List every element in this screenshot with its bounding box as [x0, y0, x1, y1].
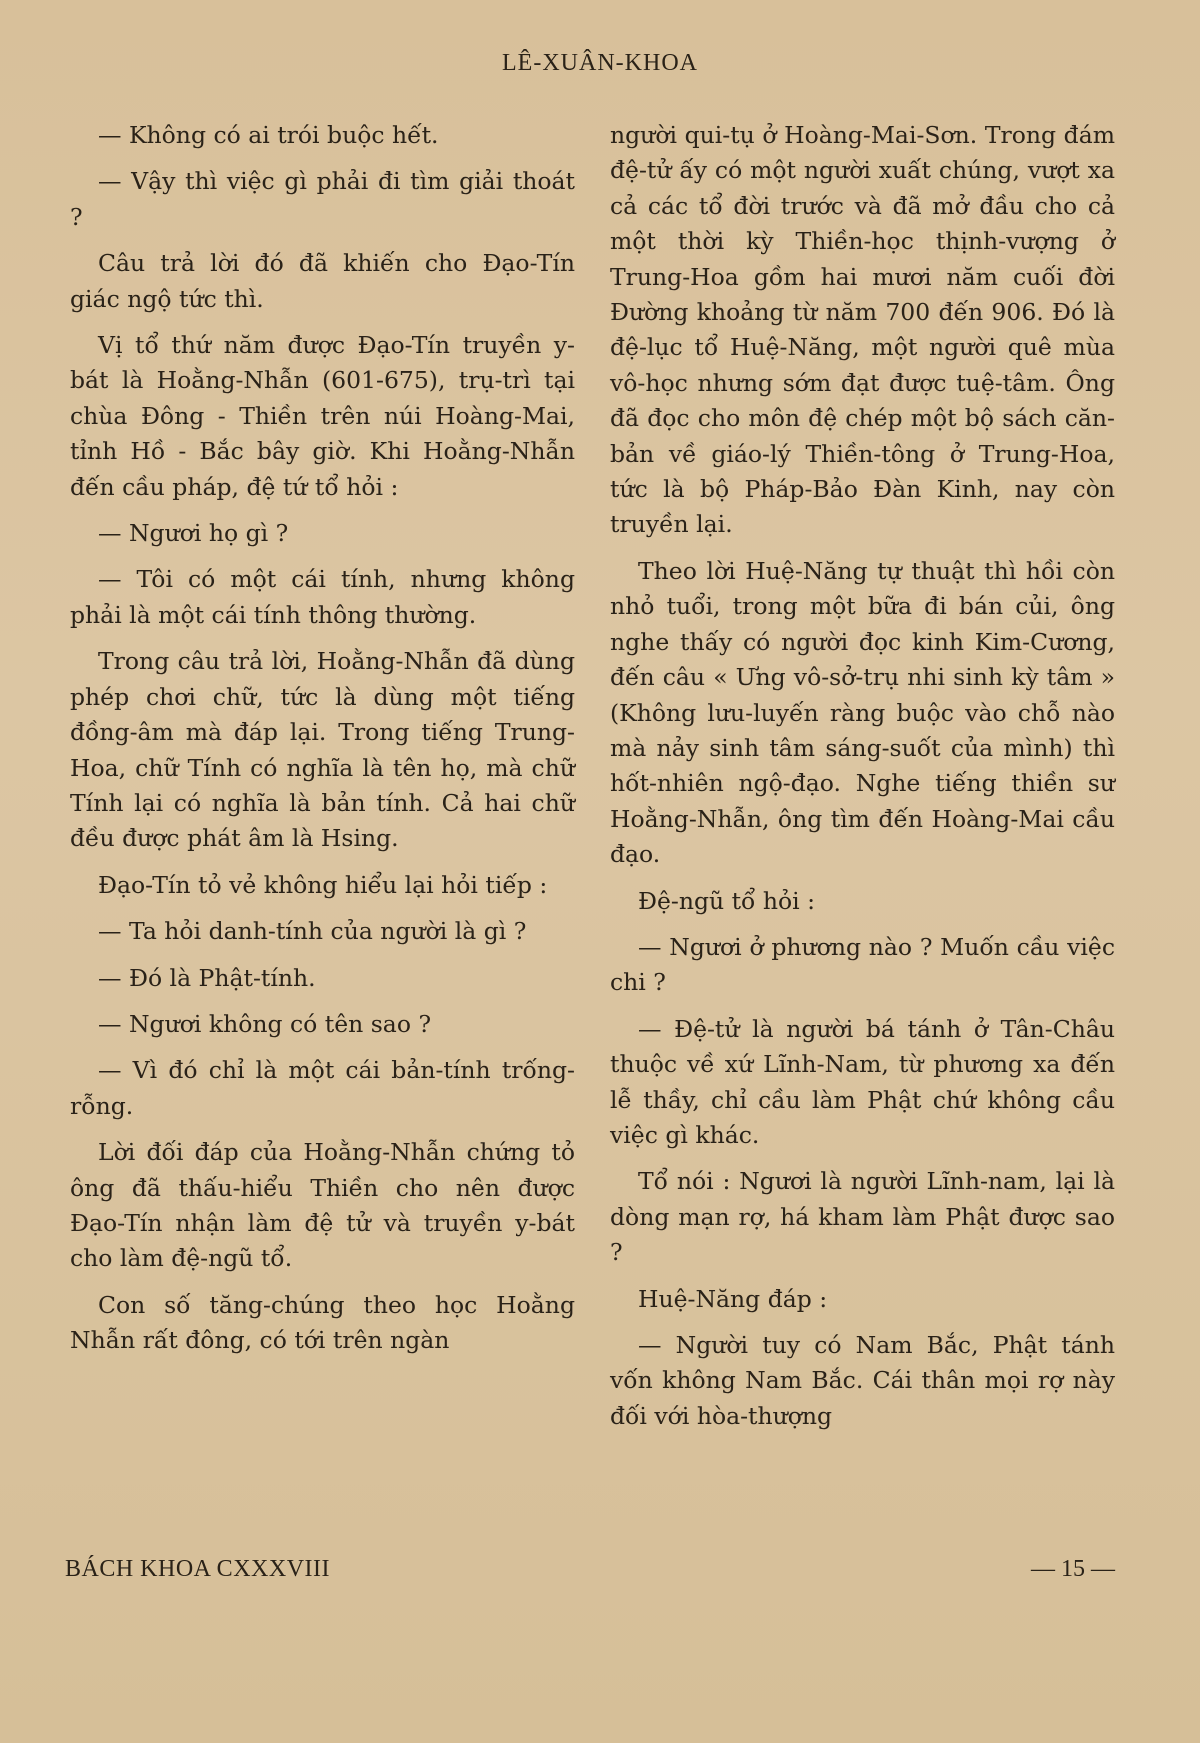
paragraph: Con số tăng-chúng theo học Hoằng Nhẫn rất đông, có tới trên ngàn: [70, 1290, 575, 1355]
page-number: — 15 —: [1031, 1556, 1115, 1582]
paragraph: — Ngươi họ gì ?: [98, 519, 289, 548]
paragraph: — Đệ-tử là người bá tánh ở Tân-Châu thuộc về xứ Lĩnh-Nam, từ phương xa đến lễ thầy, chỉ cầu làm Phật chứ không cầu việc gì khác.: [610, 1014, 1115, 1149]
paragraph: Theo lời Huệ-Năng tự thuật thì hồi còn nhỏ tuổi, trong một bữa đi bán củi, ông nghe thấy có người đọc kinh Kim-Cương, đến câu « Ưng vô-sở-trụ nhi sinh kỳ tâm » (Không lưu-luyến ràng buộc vào chỗ nào mà nảy sinh tâm sáng-suốt của mình) thì hốt-nhiên ngộ-đạo. Nghe tiếng thiền sư Hoằng-Nhẫn, ông tìm đến Hoàng-Mai cầu đạo.: [610, 556, 1115, 869]
paragraph: — Tôi có một cái tính, nhưng không phải là một cái tính thông thường.: [70, 565, 575, 629]
paragraph: — Ngươi không có tên sao ?: [98, 1009, 432, 1038]
page-footer: [0, 1556, 1200, 1596]
running-header: LÊ-XUÂN-KHOA: [502, 50, 698, 76]
paragraph: Câu trả lời đó đã khiến cho Đạo-Tín giác ngộ tức thì.: [70, 249, 575, 313]
left-column: [70, 118, 575, 1370]
paragraph: Vị tổ thứ năm được Đạo-Tín truyền y-bát là Hoằng-Nhẫn (601-675), trụ-trì tại chùa Đông - Thiền trên núi Hoàng-Mai, tỉnh Hồ - Bắc bây giờ. Khi Hoằng-Nhẫn đến cầu pháp, đệ tứ tổ hỏi :: [70, 331, 575, 501]
paragraph-continued: người qui-tụ ở Hoàng-Mai-Sơn. Trong đám đệ-tử ấy có một người xuất chúng, vượt xa cả các tổ đời trước và đã mở đầu cho cả một thời kỳ Thiền-học thịnh-vượng ở Trung-Hoa gồm hai mươi năm cuối đời Đường khoảng từ năm 700 đến 906. Đó là đệ-lục tổ Huệ-Năng, một người quê mùa vô-học nhưng sớm đạt được tuệ-tâm. Ông đã đọc cho môn đệ chép một bộ sách căn-bản về giáo-lý Thiền-tông ở Trung-Hoa, tức là bộ Pháp-Bảo Đàn Kinh, nay còn truyền lại.: [610, 121, 1115, 539]
paragraph: Đạo-Tín tỏ vẻ không hiểu lại hỏi tiếp :: [98, 870, 548, 899]
publication-name: BÁCH KHOA CXXXVIII: [65, 1556, 330, 1582]
paragraph: — Ta hỏi danh-tính của người là gì ?: [98, 917, 527, 946]
paragraph: — Vậy thì việc gì phải đi tìm giải thoát ?: [70, 167, 575, 231]
paragraph: Tổ nói : Ngươi là người Lĩnh-nam, lại là dòng mạn rợ, há kham làm Phật được sao ?: [610, 1167, 1115, 1267]
paragraph: Huệ-Năng đáp :: [638, 1284, 828, 1313]
paragraph: Lời đối đáp của Hoằng-Nhẫn chứng tỏ ông đã thấu-hiểu Thiền cho nên được Đạo-Tín nhận làm đệ tử và truyền y-bát cho làm đệ-ngũ tổ.: [70, 1138, 575, 1273]
right-column: [610, 118, 1115, 1445]
paragraph: — Ngươi ở phương nào ? Muốn cầu việc chi ?: [610, 932, 1115, 997]
paragraph: Đệ-ngũ tổ hỏi :: [638, 886, 816, 915]
paragraph: — Vì đó chỉ là một cái bản-tính trống-rỗng.: [70, 1056, 575, 1120]
paragraph: — Không có ai trói buộc hết.: [98, 121, 439, 149]
paragraph: — Người tuy có Nam Bắc, Phật tánh vốn không Nam Bắc. Cái thân mọi rợ này đối với hòa-thượng: [610, 1331, 1115, 1430]
paragraph: — Đó là Phật-tính.: [98, 963, 316, 992]
paragraph: Trong câu trả lời, Hoằng-Nhẫn đã dùng phép chơi chữ, tức là dùng một tiếng đồng-âm mà đáp lại. Trong tiếng Trung-Hoa, chữ Tính có nghĩa là tên họ, mà chữ Tính lại có nghĩa là bản tính. Cả hai chữ đều được phát âm là Hsing.: [70, 647, 575, 853]
